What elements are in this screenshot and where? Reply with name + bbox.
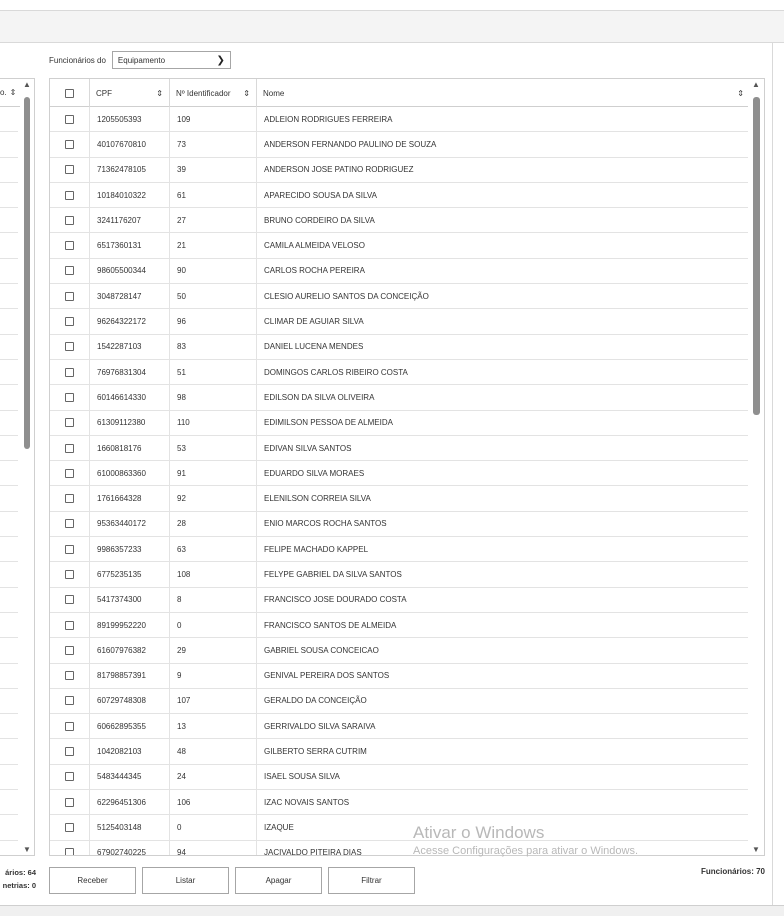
- row-checkbox[interactable]: [65, 241, 74, 250]
- window-top: [0, 0, 784, 10]
- row-checkbox[interactable]: [65, 848, 74, 856]
- left-table-row[interactable]: [0, 436, 18, 461]
- table-body: [50, 107, 750, 856]
- header-cpf-label: CPF: [96, 88, 112, 98]
- cell-cpf: 10184010322: [90, 183, 170, 207]
- left-table-row[interactable]: [0, 259, 18, 284]
- left-table-row[interactable]: [0, 132, 18, 157]
- cell-cpf: 5125403148: [90, 815, 170, 839]
- left-table-row[interactable]: [0, 815, 18, 840]
- row-checkbox-cell[interactable]: [50, 512, 90, 536]
- cell-nome: ADLEION RODRIGUES FERREIRA: [264, 114, 393, 124]
- row-checkbox-cell[interactable]: [50, 790, 90, 814]
- cell-nome: EDIMILSON PESSOA DE ALMEIDA: [264, 418, 393, 428]
- cell-cpf: 96264322172: [90, 309, 170, 333]
- table-row[interactable]: [50, 815, 750, 840]
- left-scroll-thumb[interactable]: [24, 97, 30, 449]
- table-row[interactable]: [50, 486, 750, 511]
- row-checkbox-cell[interactable]: [50, 208, 90, 232]
- cell-nome: DANIEL LUCENA MENDES: [264, 342, 364, 352]
- table-row[interactable]: [50, 689, 750, 714]
- cell-nome: APARECIDO SOUSA DA SILVA: [264, 190, 377, 200]
- cell-cpf: 67902740225: [90, 841, 170, 856]
- cell-nome: IZAQUE: [264, 822, 294, 832]
- row-checkbox[interactable]: [65, 368, 74, 377]
- cell-cpf: 6517360131: [90, 233, 170, 257]
- cell-identificador: 92: [170, 486, 257, 510]
- cell-identificador: 28: [170, 512, 257, 536]
- employee-count: Funcionários: 70: [700, 867, 765, 876]
- cell-cpf: 5483444345: [90, 765, 170, 789]
- row-checkbox[interactable]: [65, 393, 74, 402]
- row-checkbox[interactable]: [65, 140, 74, 149]
- cell-nome: CLIMAR DE AGUIAR SILVA: [264, 317, 364, 327]
- left-table-row[interactable]: [0, 309, 18, 334]
- cell-cpf: 1205505393: [90, 107, 170, 131]
- left-table-row[interactable]: [0, 411, 18, 436]
- row-checkbox-cell[interactable]: [50, 309, 90, 333]
- table-row[interactable]: [50, 436, 750, 461]
- row-checkbox-cell[interactable]: [50, 638, 90, 662]
- cell-cpf: 98605500344: [90, 259, 170, 283]
- row-checkbox-cell[interactable]: [50, 486, 90, 510]
- cell-identificador: 109: [170, 107, 257, 131]
- table-row[interactable]: [50, 588, 750, 613]
- scroll-down-arrow-icon[interactable]: ▼: [23, 845, 31, 854]
- left-table-row[interactable]: [0, 613, 18, 638]
- scroll-down-arrow-icon[interactable]: ▼: [752, 845, 760, 854]
- cell-cpf: 81798857391: [90, 664, 170, 688]
- cell-nome: JACIVALDO PITEIRA DIAS: [264, 848, 362, 856]
- row-checkbox[interactable]: [65, 165, 74, 174]
- table-row[interactable]: [50, 309, 750, 334]
- cell-identificador: 29: [170, 638, 257, 662]
- left-table-row[interactable]: [0, 461, 18, 486]
- left-table-row[interactable]: [0, 335, 18, 360]
- windows-activation-watermark: [413, 822, 638, 858]
- table-row[interactable]: [50, 790, 750, 815]
- row-checkbox-cell[interactable]: [50, 588, 90, 612]
- cell-identificador: 110: [170, 411, 257, 435]
- cell-nome: GILBERTO SERRA CUTRIM: [264, 747, 367, 757]
- table-row[interactable]: [50, 765, 750, 790]
- cell-cpf: 40107670810: [90, 132, 170, 156]
- table-header: [50, 79, 750, 107]
- cell-identificador: 108: [170, 562, 257, 586]
- cell-identificador: 0: [170, 613, 257, 637]
- filtrar-button[interactable]: Filtrar: [328, 867, 415, 894]
- cell-nome: CARLOS ROCHA PEREIRA: [264, 266, 365, 276]
- apagar-button[interactable]: Apagar: [235, 867, 322, 894]
- row-checkbox[interactable]: [65, 722, 74, 731]
- left-table-row[interactable]: [0, 790, 18, 815]
- row-checkbox-cell[interactable]: [50, 158, 90, 182]
- left-table-row[interactable]: [0, 512, 18, 537]
- row-checkbox[interactable]: [65, 747, 74, 756]
- table-row[interactable]: [50, 233, 750, 258]
- table-row[interactable]: [50, 664, 750, 689]
- row-checkbox[interactable]: [65, 595, 74, 604]
- cell-nome: CLESIO AURELIO SANTOS DA CONCEIÇÃO: [264, 291, 429, 301]
- left-table-row[interactable]: [0, 739, 18, 764]
- left-table-row[interactable]: [0, 638, 18, 663]
- cell-cpf: 3241176207: [90, 208, 170, 232]
- cell-identificador: 83: [170, 335, 257, 359]
- cell-nome: ANDERSON FERNANDO PAULINO DE SOUZA: [264, 139, 437, 149]
- row-checkbox-cell[interactable]: [50, 739, 90, 763]
- table-row[interactable]: [50, 107, 750, 132]
- row-checkbox-cell[interactable]: [50, 562, 90, 586]
- cell-identificador: 63: [170, 537, 257, 561]
- row-checkbox-cell[interactable]: [50, 436, 90, 460]
- row-checkbox-cell[interactable]: [50, 537, 90, 561]
- left-table-row[interactable]: [0, 562, 18, 587]
- row-checkbox[interactable]: [65, 494, 74, 503]
- left-table-row[interactable]: [0, 714, 18, 739]
- row-checkbox-cell[interactable]: [50, 385, 90, 409]
- row-checkbox[interactable]: [65, 570, 74, 579]
- cell-identificador: 106: [170, 790, 257, 814]
- header-nome[interactable]: [257, 79, 750, 107]
- cell-identificador: 39: [170, 158, 257, 182]
- table-row[interactable]: [50, 158, 750, 183]
- left-footer-line-1: ários: 64: [5, 868, 36, 877]
- header-select-all[interactable]: [50, 79, 90, 107]
- left-table-row[interactable]: [0, 486, 18, 511]
- filter-label: Funcionários do: [49, 55, 106, 65]
- watermark-title: Ativar o Windows: [413, 823, 545, 842]
- cell-nome: FRANCISCO SANTOS DE ALMEIDA: [264, 620, 397, 630]
- cell-cpf: 89199952220: [90, 613, 170, 637]
- cell-identificador: 96: [170, 309, 257, 333]
- row-checkbox[interactable]: [65, 545, 74, 554]
- toolbar-strip: [0, 10, 784, 43]
- row-checkbox[interactable]: [65, 418, 74, 427]
- cell-cpf: 1761664328: [90, 486, 170, 510]
- left-table-row[interactable]: [0, 689, 18, 714]
- listar-button[interactable]: Listar: [142, 867, 229, 894]
- table-row[interactable]: [50, 360, 750, 385]
- receber-button[interactable]: Receber: [49, 867, 136, 894]
- header-cpf[interactable]: [90, 79, 170, 107]
- cell-nome: ELENILSON CORREIA SILVA: [264, 494, 371, 504]
- cell-identificador: 24: [170, 765, 257, 789]
- table-row[interactable]: [50, 841, 750, 856]
- scroll-up-arrow-icon[interactable]: ▲: [752, 80, 760, 89]
- left-footer-line-2: netrias: 0: [2, 881, 36, 890]
- row-checkbox-cell[interactable]: [50, 765, 90, 789]
- cell-identificador: 94: [170, 841, 257, 856]
- cell-identificador: 53: [170, 436, 257, 460]
- table-row[interactable]: [50, 537, 750, 562]
- cell-nome: FRANCISCO JOSE DOURADO COSTA: [264, 595, 407, 605]
- row-checkbox-cell[interactable]: [50, 689, 90, 713]
- cell-identificador: 90: [170, 259, 257, 283]
- cell-identificador: 21: [170, 233, 257, 257]
- cell-cpf: 61000863360: [90, 461, 170, 485]
- sort-updown-icon[interactable]: ⇕: [156, 88, 163, 98]
- sort-updown-icon[interactable]: ⇕: [243, 88, 250, 98]
- cell-nome: IZAC NOVAIS SANTOS: [264, 797, 350, 807]
- filter-select-value: Equipamento: [117, 55, 166, 65]
- table-row[interactable]: [50, 714, 750, 739]
- left-table-row[interactable]: [0, 664, 18, 689]
- main-scrollbar[interactable]: [748, 79, 764, 855]
- scroll-up-arrow-icon[interactable]: ▲: [23, 80, 31, 89]
- cell-cpf: 62296451306: [90, 790, 170, 814]
- left-table-row[interactable]: [0, 233, 18, 258]
- table-row[interactable]: [50, 385, 750, 410]
- cell-cpf: 61607976382: [90, 638, 170, 662]
- filter-row: [49, 51, 231, 69]
- left-table-row[interactable]: [0, 360, 18, 385]
- select-all-checkbox[interactable]: [65, 89, 74, 98]
- table-row[interactable]: [50, 132, 750, 157]
- table-row[interactable]: [50, 208, 750, 233]
- table-row[interactable]: [50, 183, 750, 208]
- row-checkbox[interactable]: [65, 772, 74, 781]
- cell-nome: ISAEL SOUSA SILVA: [264, 772, 340, 782]
- left-table-row[interactable]: [0, 765, 18, 790]
- left-table-row[interactable]: [0, 183, 18, 208]
- cell-nome: GERALDO DA CONCEIÇÃO: [264, 696, 367, 706]
- cell-nome: GENIVAL PEREIRA DOS SANTOS: [264, 671, 390, 681]
- cell-identificador: 9: [170, 664, 257, 688]
- cell-identificador: 13: [170, 714, 257, 738]
- row-checkbox[interactable]: [65, 798, 74, 807]
- row-checkbox[interactable]: [65, 621, 74, 630]
- cell-nome: FELYPE GABRIEL DA SILVA SANTOS: [264, 569, 402, 579]
- left-table-row[interactable]: [0, 284, 18, 309]
- row-checkbox-cell[interactable]: [50, 815, 90, 839]
- row-checkbox[interactable]: [65, 823, 74, 832]
- left-table-row[interactable]: [0, 588, 18, 613]
- row-checkbox[interactable]: [65, 646, 74, 655]
- row-checkbox-cell[interactable]: [50, 664, 90, 688]
- cell-cpf: 60729748308: [90, 689, 170, 713]
- table-row[interactable]: [50, 613, 750, 638]
- cell-nome: ENIO MARCOS ROCHA SANTOS: [264, 519, 387, 529]
- action-buttons: [49, 867, 415, 894]
- cell-cpf: 3048728147: [90, 284, 170, 308]
- cell-identificador: 8: [170, 588, 257, 612]
- cell-identificador: 51: [170, 360, 257, 384]
- row-checkbox[interactable]: [65, 115, 74, 124]
- sort-updown-icon[interactable]: ⇕: [9, 88, 17, 97]
- cell-cpf: 60662895355: [90, 714, 170, 738]
- row-checkbox-cell[interactable]: [50, 284, 90, 308]
- cell-identificador: 98: [170, 385, 257, 409]
- header-identificador[interactable]: [170, 79, 257, 107]
- cell-nome: EDILSON DA SILVA OLIVEIRA: [264, 392, 375, 402]
- cell-identificador: 27: [170, 208, 257, 232]
- row-checkbox[interactable]: [65, 469, 74, 478]
- row-checkbox[interactable]: [65, 444, 74, 453]
- row-checkbox-cell[interactable]: [50, 411, 90, 435]
- table-row[interactable]: [50, 739, 750, 764]
- left-table-row[interactable]: [0, 107, 18, 132]
- left-table-rows: [0, 107, 18, 856]
- left-table-row[interactable]: [0, 208, 18, 233]
- row-checkbox-cell[interactable]: [50, 335, 90, 359]
- row-checkbox[interactable]: [65, 342, 74, 351]
- row-checkbox[interactable]: [65, 216, 74, 225]
- row-checkbox[interactable]: [65, 519, 74, 528]
- table-row[interactable]: [50, 259, 750, 284]
- cell-nome: FELIPE MACHADO KAPPEL: [264, 544, 369, 554]
- cell-nome: GERRIVALDO SILVA SARAIVA: [264, 721, 376, 731]
- cell-nome: DOMINGOS CARLOS RIBEIRO COSTA: [264, 367, 408, 377]
- cell-nome: ANDERSON JOSE PATINO RODRIGUEZ: [264, 165, 414, 175]
- left-table-row[interactable]: [0, 385, 18, 410]
- left-table-row[interactable]: [0, 158, 18, 183]
- chevron-down-icon: ❯: [216, 54, 225, 66]
- cell-cpf: 1042082103: [90, 739, 170, 763]
- row-checkbox-cell[interactable]: [50, 613, 90, 637]
- filter-select[interactable]: [112, 51, 231, 69]
- cell-cpf: 1542287103: [90, 335, 170, 359]
- main-scroll-thumb[interactable]: [753, 97, 760, 415]
- cell-identificador: 107: [170, 689, 257, 713]
- cell-nome: EDIVAN SILVA SANTOS: [264, 443, 352, 453]
- cell-nome: CAMILA ALMEIDA VELOSO: [264, 241, 365, 251]
- row-checkbox-cell[interactable]: [50, 714, 90, 738]
- cell-identificador: 50: [170, 284, 257, 308]
- row-checkbox[interactable]: [65, 191, 74, 200]
- cell-nome: BRUNO CORDEIRO DA SILVA: [264, 215, 375, 225]
- cell-identificador: 73: [170, 132, 257, 156]
- sort-updown-icon[interactable]: ⇕: [737, 88, 744, 98]
- employee-table: [49, 78, 765, 856]
- left-table: [0, 78, 35, 856]
- row-checkbox-cell[interactable]: [50, 461, 90, 485]
- row-checkbox-cell[interactable]: [50, 107, 90, 131]
- cell-cpf: 61309112380: [90, 411, 170, 435]
- cell-cpf: 71362478105: [90, 158, 170, 182]
- row-checkbox-cell[interactable]: [50, 183, 90, 207]
- cell-nome: EDUARDO SILVA MORAES: [264, 468, 365, 478]
- cell-cpf: 9986357233: [90, 537, 170, 561]
- row-checkbox-cell[interactable]: [50, 132, 90, 156]
- header-identificador-label: Nº Identificador: [176, 88, 231, 98]
- row-checkbox-cell[interactable]: [50, 841, 90, 856]
- cell-nome: GABRIEL SOUSA CONCEICAO: [264, 645, 379, 655]
- left-table-row[interactable]: [0, 537, 18, 562]
- header-nome-label: Nome: [263, 88, 285, 98]
- row-checkbox[interactable]: [65, 671, 74, 680]
- cell-identificador: 61: [170, 183, 257, 207]
- row-checkbox[interactable]: [65, 266, 74, 275]
- left-footer: [0, 866, 36, 892]
- table-row[interactable]: [50, 284, 750, 309]
- row-checkbox[interactable]: [65, 317, 74, 326]
- watermark-subtitle: Acesse Configurações para ativar o Windows.: [413, 845, 638, 857]
- table-row[interactable]: [50, 411, 750, 436]
- left-table-row[interactable]: [0, 841, 18, 856]
- row-checkbox[interactable]: [65, 696, 74, 705]
- cell-cpf: 60146614330: [90, 385, 170, 409]
- cell-cpf: 5417374300: [90, 588, 170, 612]
- left-scrollbar[interactable]: [20, 79, 34, 855]
- table-row[interactable]: [50, 461, 750, 486]
- cell-cpf: 76976831304: [90, 360, 170, 384]
- row-checkbox-cell[interactable]: [50, 233, 90, 257]
- cell-cpf: 95363440172: [90, 512, 170, 536]
- row-checkbox-cell[interactable]: [50, 259, 90, 283]
- table-row[interactable]: [50, 562, 750, 587]
- row-checkbox-cell[interactable]: [50, 360, 90, 384]
- table-row[interactable]: [50, 335, 750, 360]
- left-header-fragment: o.: [0, 88, 7, 97]
- cell-identificador: 91: [170, 461, 257, 485]
- cell-cpf: 6775235135: [90, 562, 170, 586]
- window-right-edge: [772, 43, 784, 906]
- window-bottom-edge: [0, 905, 784, 916]
- table-row[interactable]: [50, 512, 750, 537]
- cell-identificador: 0: [170, 815, 257, 839]
- row-checkbox[interactable]: [65, 292, 74, 301]
- cell-identificador: 48: [170, 739, 257, 763]
- cell-cpf: 1660818176: [90, 436, 170, 460]
- table-row[interactable]: [50, 638, 750, 663]
